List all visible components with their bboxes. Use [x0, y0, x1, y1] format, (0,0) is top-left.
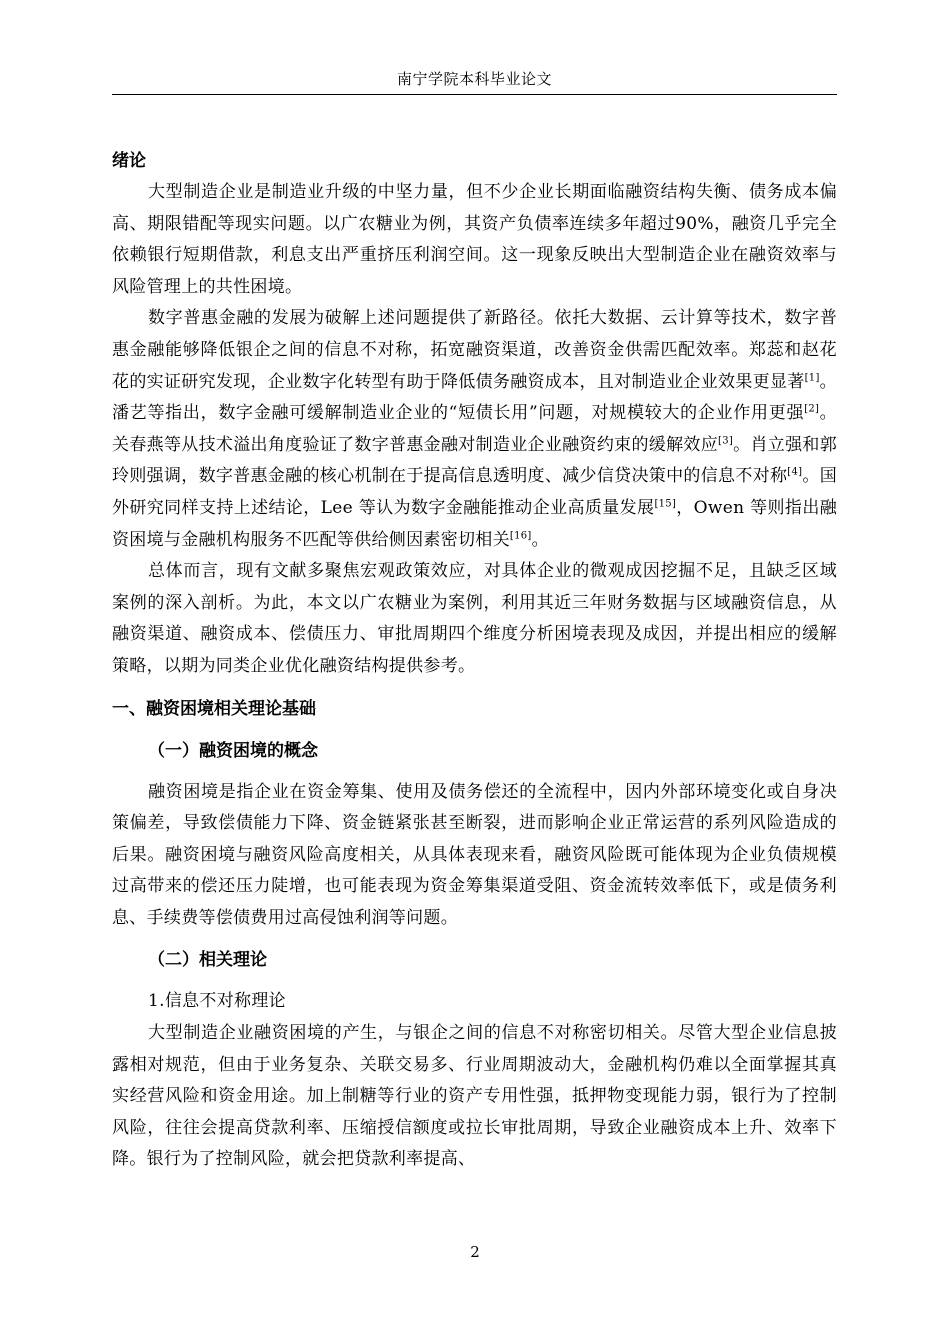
p2-text-7: 。 [531, 529, 549, 550]
spacer [112, 725, 837, 735]
subsection-2-heading: （二）相关理论 [148, 950, 267, 971]
citation-16: [16] [509, 529, 532, 541]
citation-1: [1] [804, 371, 820, 383]
intro-paragraph-3: 总体而言，现有文献多聚焦宏观政策效应，对具体企业的微观成因挖掘不足，且缺乏区域案例的深入剖析。为此，本文以广农糖业为案例，利用其近三年财务数据与区域融资信息，从融资渠道、融资成本、偿债压力、审批周期四个维度分析困境表现及成因，并提出相应的缓解策略，以期为同类企业优化融资结构提供参考。 [112, 561, 837, 676]
p2-text-5: 。国外研究同样支持上述结论，Lee 等认为数字金融能推动企业高质量发展 [112, 466, 837, 518]
page-body [112, 145, 837, 1176]
p2-text-4: 。肖立强和郭玲则强调，数字普惠金融的核心机制在于提高信息透明度、减少信贷决策中的信息不对称 [112, 434, 837, 487]
intro-heading: 绪论 [112, 151, 146, 171]
spacer [112, 767, 837, 777]
p2-text-2: 。潘艺等指出，数字金融可缓解制造业企业的“短债长用”问题，对规模较大的企业作用更强 [112, 371, 837, 424]
intro-paragraph-1: 大型制造企业是制造业升级的中坚力量，但不少企业长期面临融资结构失衡、债务成本偏高、期限错配等现实问题。以广农糖业为例，其资产负债率连续多年超过90%，融资几乎完全依赖银行短期借款，利息支出严重挤压利润空间。这一现象反映出大型制造企业在融资效率与风险管理上的共性困境。 [112, 182, 837, 297]
intro-paragraph-2 [112, 303, 837, 556]
concept-paragraph: 融资困境是指企业在资金筹集、使用及债务偿还的全流程中，因内外部环境变化或自身决策偏差，导致偿债能力下降、资金链紧张甚至断裂，进而影响企业正常运营的系列风险造成的后果。融资困境与融资风险高度相关，从具体表现来看，融资风险既可能体现为企业负债规模过高带来的偿还压力陡增，也可能表现为资金筹集渠道受阻、资金流转效率低下，或是债务利息、手续费等偿债费用过高侵蚀利润等问题。 [112, 781, 837, 928]
p2-text-3: 。关春燕等从技术溢出角度验证了数字普惠金融对制造业企业融资约束的缓解效应 [112, 403, 837, 455]
theory-paragraph-1: 大型制造企业融资困境的产生，与银企之间的信息不对称密切相关。尽管大型企业信息披露相对规范，但由于业务复杂、关联交易多、行业周期波动大，金融机构仍难以全面掌握其真实经营风险和资金用途。加上制糖等行业的资产专用性强，抵押物变现能力弱，银行为了控制风险，往往会提高贷款利率、压缩授信额度或拉长审批周期，导致企业融资成本上升、效率下降。银行为了控制风险，就会把贷款利率提高、 [112, 1023, 837, 1170]
citation-2: [2] [804, 403, 820, 415]
spacer [112, 934, 837, 944]
citation-15: [15] [654, 498, 677, 510]
spacer [112, 976, 837, 986]
p2-text-6: ，Owen 等则指出融资困境与金融机构服务不匹配等供给侧因素密切相关 [112, 497, 838, 550]
citation-4: [4] [787, 466, 803, 478]
citation-3: [3] [718, 435, 734, 447]
subsection-1-heading: （一）融资困境的概念 [148, 740, 318, 761]
running-header: 南宁学院本科毕业论文 [112, 64, 837, 95]
p2-text-1: 数字普惠金融的发展为破解上述问题提供了新路径。依托大数据、云计算等技术，数字普惠金融能够降低银企之间的信息不对称，拓宽融资渠道，改善资金供需匹配效率。郑蕊和赵花花的实证研究发现，企业数字化转型有助于降低债务融资成本，且对制造业企业效果更显著 [112, 308, 837, 392]
theory-item-1: 1.信息不对称理论 [148, 991, 286, 1012]
page-number: 2 [470, 1243, 480, 1261]
section-1-heading: 一、融资困境相关理论基础 [112, 698, 316, 719]
spacer [112, 683, 837, 693]
